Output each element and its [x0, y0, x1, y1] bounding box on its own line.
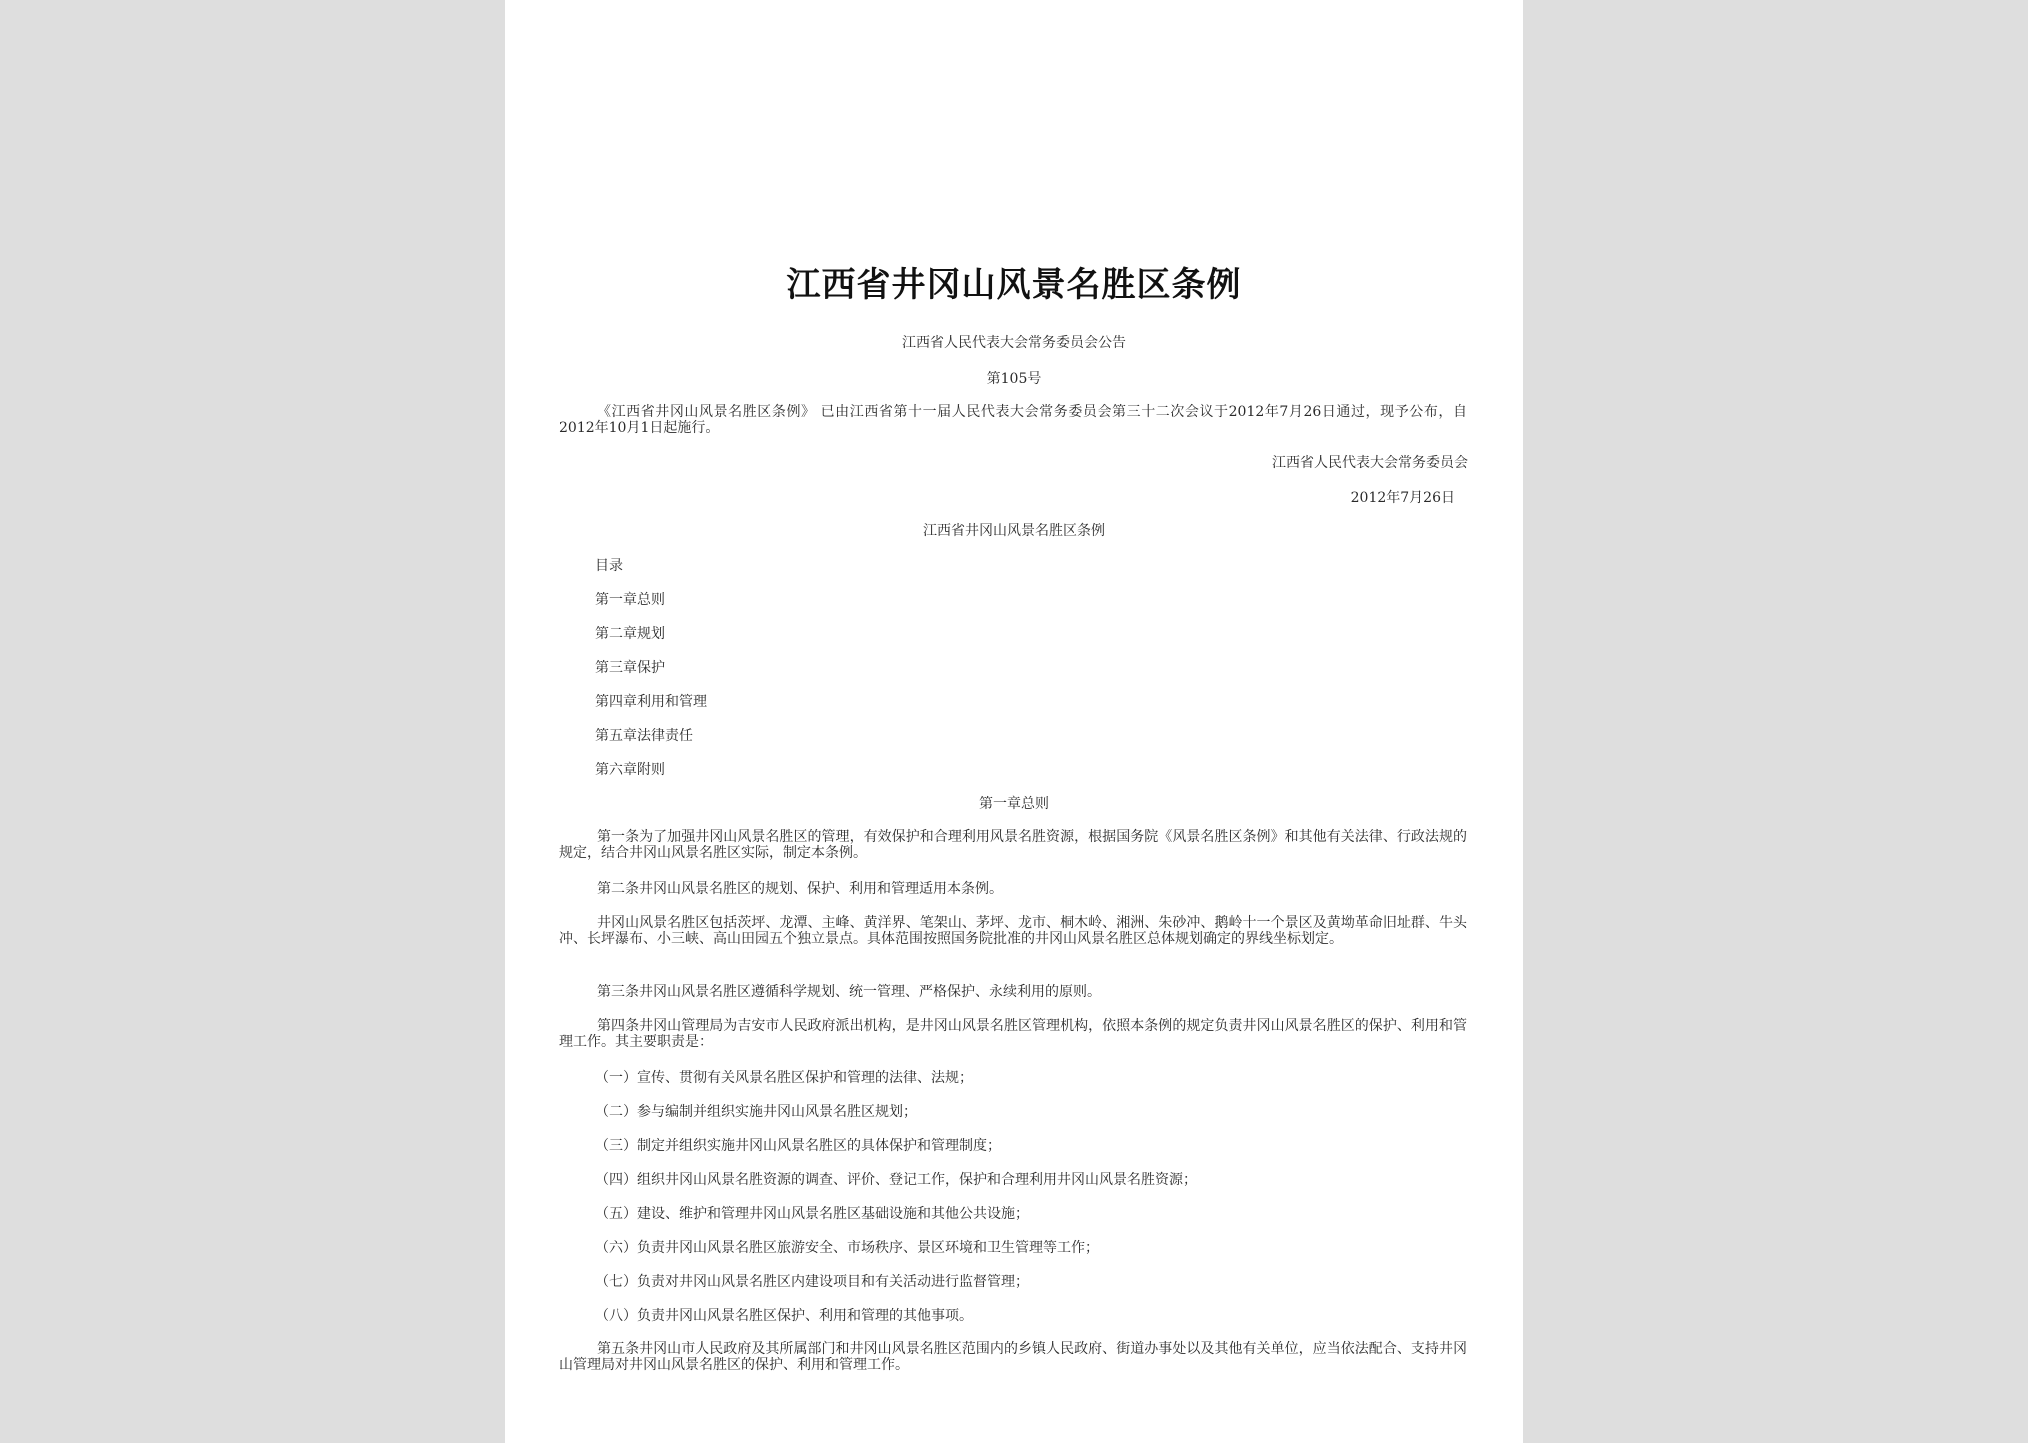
document-page [505, 0, 1523, 1443]
duty-item: （二）参与编制并组织实施井冈山风景名胜区规划； [595, 1104, 917, 1120]
toc-item: 第四章利用和管理 [595, 694, 707, 710]
notice-number: 第105号 [986, 371, 1042, 387]
article-1: 第一条为了加强井冈山风景名胜区的管理，有效保护和合理利用风景名胜资源，根据国务院《风景名胜区条例》和其他有关法律、行政法规的规定，结合井冈山风景名胜区实际，制定本条例。 [559, 829, 1467, 861]
duty-item: （三）制定并组织实施井冈山风景名胜区的具体保护和管理制度； [595, 1138, 1001, 1154]
signature-date: 2012年7月26日 [1350, 490, 1455, 506]
toc-item: 第二章规划 [595, 626, 665, 642]
toc-item: 第三章保护 [595, 660, 665, 676]
announcement-paragraph: 《江西省井冈山风景名胜区条例》 已由江西省第十一届人民代表大会常务委员会第三十二次会议于2012年7月26日通过，现予公布，自2012年10月1日起施行。 [559, 404, 1467, 436]
article-4: 第四条井冈山管理局为吉安市人民政府派出机构，是井冈山风景名胜区管理机构，依照本条例的规定负责井冈山风景名胜区的保护、利用和管理工作。其主要职责是： [559, 1018, 1467, 1050]
duty-item: （七）负责对井冈山风景名胜区内建设项目和有关活动进行监督管理； [595, 1274, 1029, 1290]
duty-item: （八）负责井冈山风景名胜区保护、利用和管理的其他事项。 [595, 1308, 973, 1324]
article-5: 第五条井冈山市人民政府及其所属部门和井冈山风景名胜区范围内的乡镇人民政府、街道办事处以及其他有关单位，应当依法配合、支持井冈山管理局对井冈山风景名胜区的保护、利用和管理工作。 [559, 1341, 1467, 1373]
signature-organization: 江西省人民代表大会常务委员会 [1272, 455, 1468, 471]
toc-item: 第一章总则 [595, 592, 665, 608]
duty-item: （六）负责井冈山风景名胜区旅游安全、市场秩序、景区环境和卫生管理等工作； [595, 1240, 1099, 1256]
article-3: 第三条井冈山风景名胜区遵循科学规划、统一管理、严格保护、永续利用的原则。 [597, 984, 1101, 1000]
issuer-line: 江西省人民代表大会常务委员会公告 [902, 335, 1126, 351]
article-2-scope: 井冈山风景名胜区包括茨坪、龙潭、主峰、黄洋界、笔架山、茅坪、龙市、桐木岭、湘洲、朱砂冲、鹅岭十一个景区及黄坳革命旧址群、牛头冲、长坪瀑布、小三峡、高山田园五个独立景点。具体范围按照国务院批准的井冈山风景名胜区总体规划确定的界线坐标划定。 [559, 915, 1467, 947]
chapter-heading: 第一章总则 [979, 796, 1049, 812]
toc-item: 第六章附则 [595, 762, 665, 778]
duty-item: （五）建设、维护和管理井冈山风景名胜区基础设施和其他公共设施； [595, 1206, 1029, 1222]
duty-item: （四）组织井冈山风景名胜资源的调查、评价、登记工作，保护和合理利用井冈山风景名胜资源； [595, 1172, 1197, 1188]
article-2: 第二条井冈山风景名胜区的规划、保护、利用和管理适用本条例。 [597, 881, 1003, 897]
document-title: 江西省井冈山风景名胜区条例 [786, 265, 1242, 305]
regulation-title: 江西省井冈山风景名胜区条例 [923, 523, 1105, 539]
toc-heading: 目录 [595, 558, 623, 574]
duty-item: （一）宣传、贯彻有关风景名胜区保护和管理的法律、法规； [595, 1070, 973, 1086]
toc-item: 第五章法律责任 [595, 728, 693, 744]
